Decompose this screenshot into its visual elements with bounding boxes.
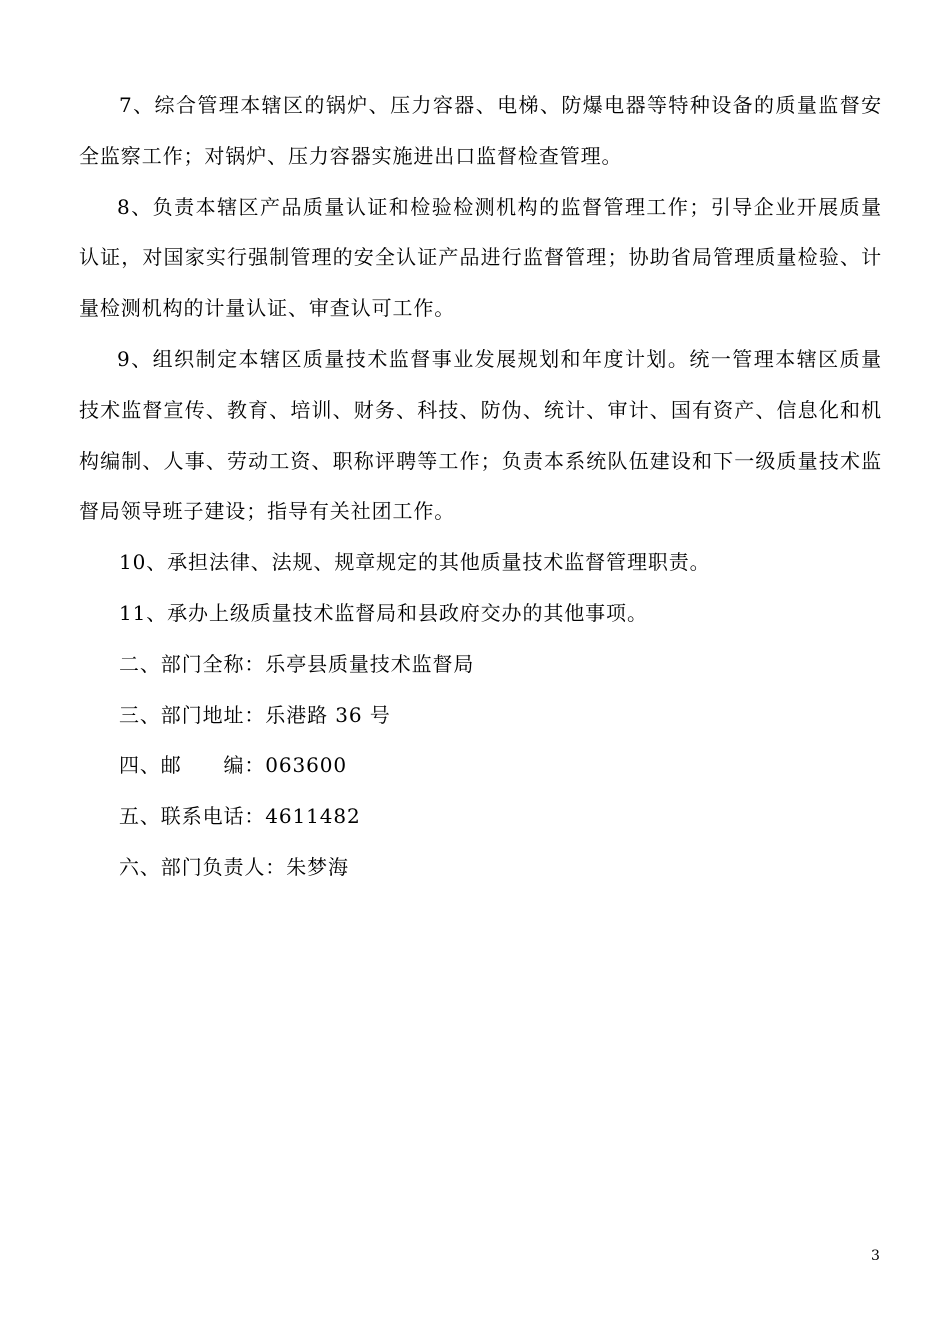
page-number: 3 — [871, 1248, 880, 1264]
paragraph-item-7: 7、综合管理本辖区的锅炉、压力容器、电梯、防爆电器等特种设备的质量监督安全监察工作；对锅炉、压力容器实施进出口监督检查管理。 — [79, 93, 882, 168]
paragraph-item-10: 10、承担法律、法规、规章规定的其他质量技术监督管理职责。 — [119, 550, 711, 575]
document-body — [79, 80, 882, 893]
paragraph-item-11: 11、承办上级质量技术监督局和县政府交办的其他事项。 — [119, 600, 648, 625]
department-phone-line: 五、联系电话：4611482 — [119, 804, 361, 829]
paragraph-item-9: 9、组织制定本辖区质量技术监督事业发展规划和年度计划。统一管理本辖区质量技术监督宣传、教育、培训、财务、科技、防伪、统计、审计、国有资产、信息化和机构编制、人事、劳动工资、职称评聘等工作；负责本系统队伍建设和下一级质量技术监督局领导班子建设；指导有关社团工作。 — [79, 346, 882, 524]
paragraph-item-8: 8、负责本辖区产品质量认证和检验检测机构的监督管理工作；引导企业开展质量认证，对国家实行强制管理的安全认证产品进行监督管理；协助省局管理质量检验、计量检测机构的计量认证、审查认可工作。 — [79, 194, 882, 321]
department-name-line: 二、部门全称：乐亭县质量技术监督局 — [119, 651, 475, 676]
department-address-line: 三、部门地址：乐港路 36 号 — [119, 702, 391, 727]
department-head-line: 六、部门负责人：朱梦海 — [119, 854, 349, 879]
department-postcode-line: 四、邮 编：063600 — [119, 753, 348, 778]
